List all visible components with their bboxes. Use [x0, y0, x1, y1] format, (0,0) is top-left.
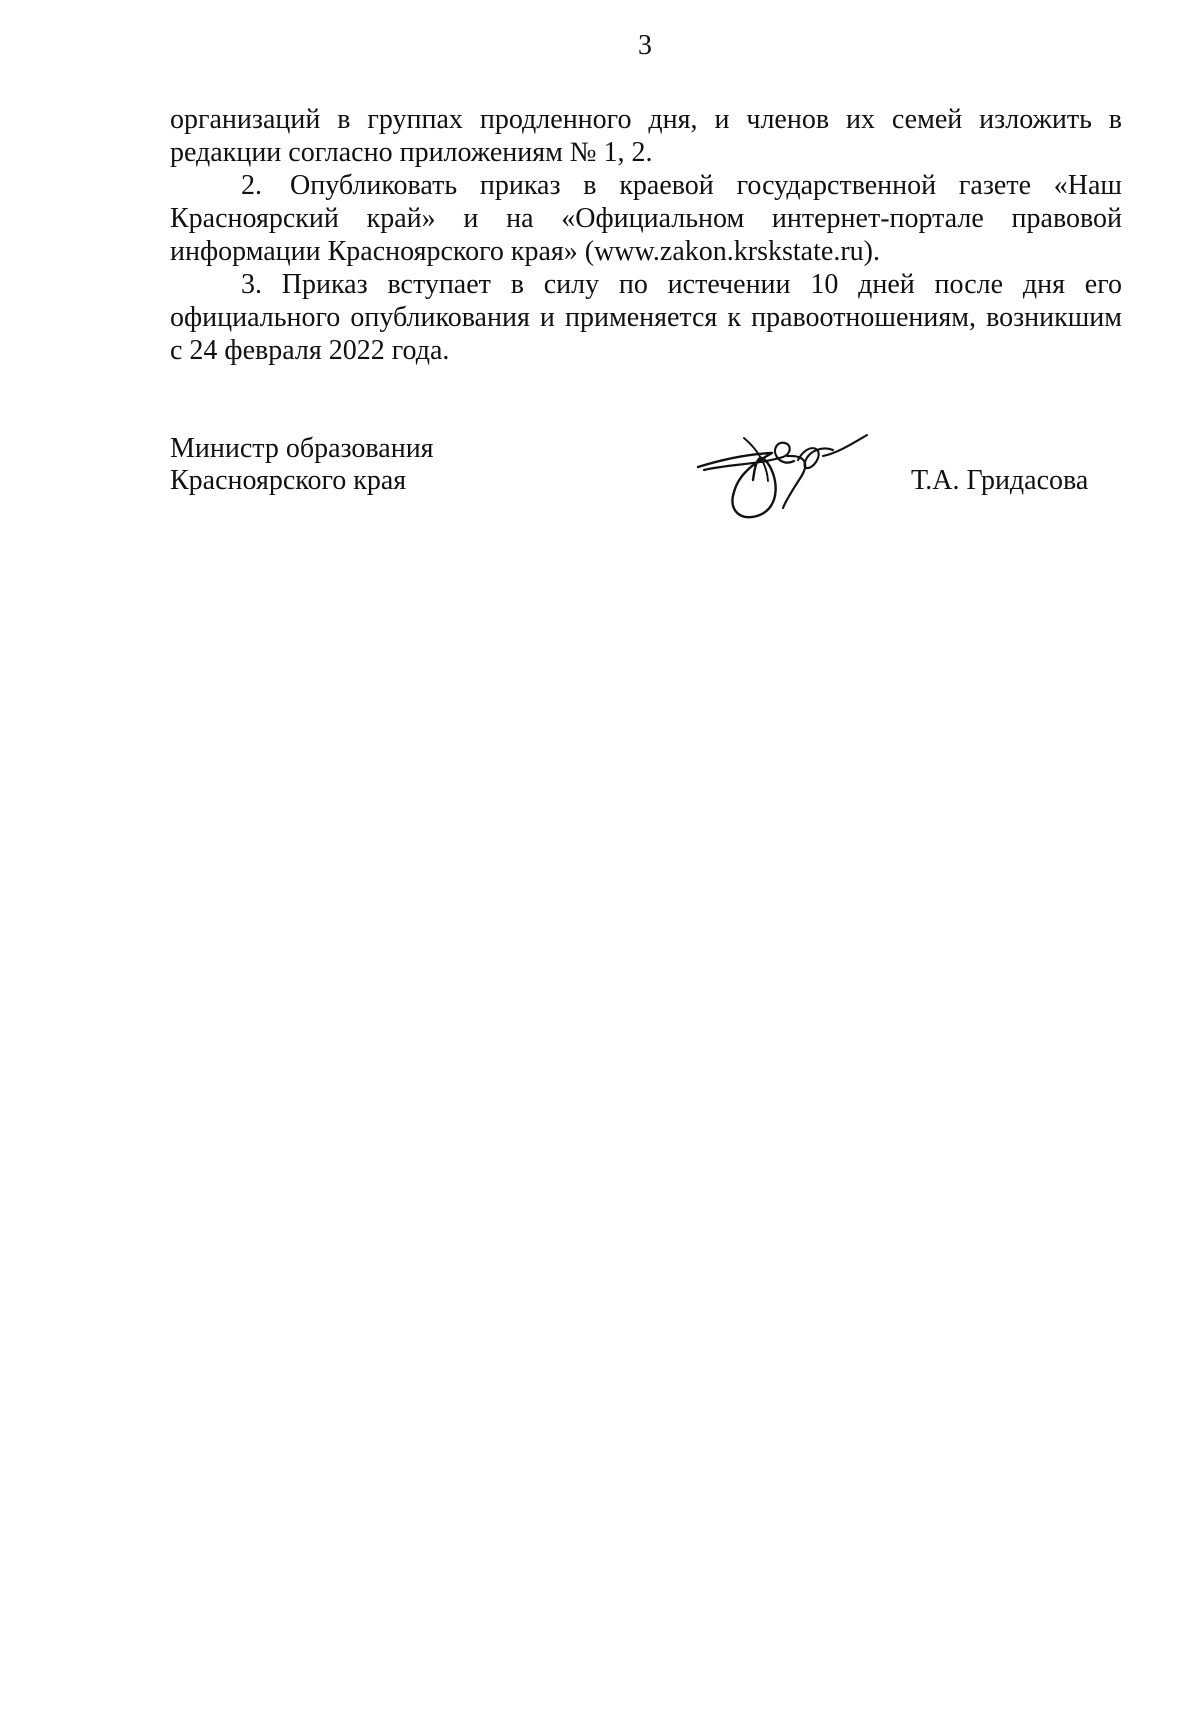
page-number: 3	[638, 30, 652, 61]
signer-position-line-2: Красноярского края	[170, 465, 407, 496]
handwritten-signature-icon	[684, 430, 874, 526]
signer-position-line-1: Министр образования	[170, 433, 434, 464]
signature-block	[170, 433, 1122, 553]
paragraph-continuation: организаций в группах продленного дня, и членов их семей изложить в редакции согласно приложениям № 1, 2.	[170, 104, 1122, 168]
document-body	[170, 103, 1122, 367]
signer-name: Т.А. Гридасова	[911, 465, 1089, 496]
paragraph-item-3: 3. Приказ вступает в силу по истечении 10 дней после дня его официального опубликования и применяется к правоотношениям, возникшим с 24 февраля 2022 года.	[170, 269, 1122, 366]
signer-position	[170, 433, 434, 497]
paragraph-item-2: 2. Опубликовать приказ в краевой государственной газете «Наш Красноярский край» и на «Официальном интернет-портале правовой информации Красноярского края» (www.zakon.krskstate.ru).	[170, 170, 1122, 267]
